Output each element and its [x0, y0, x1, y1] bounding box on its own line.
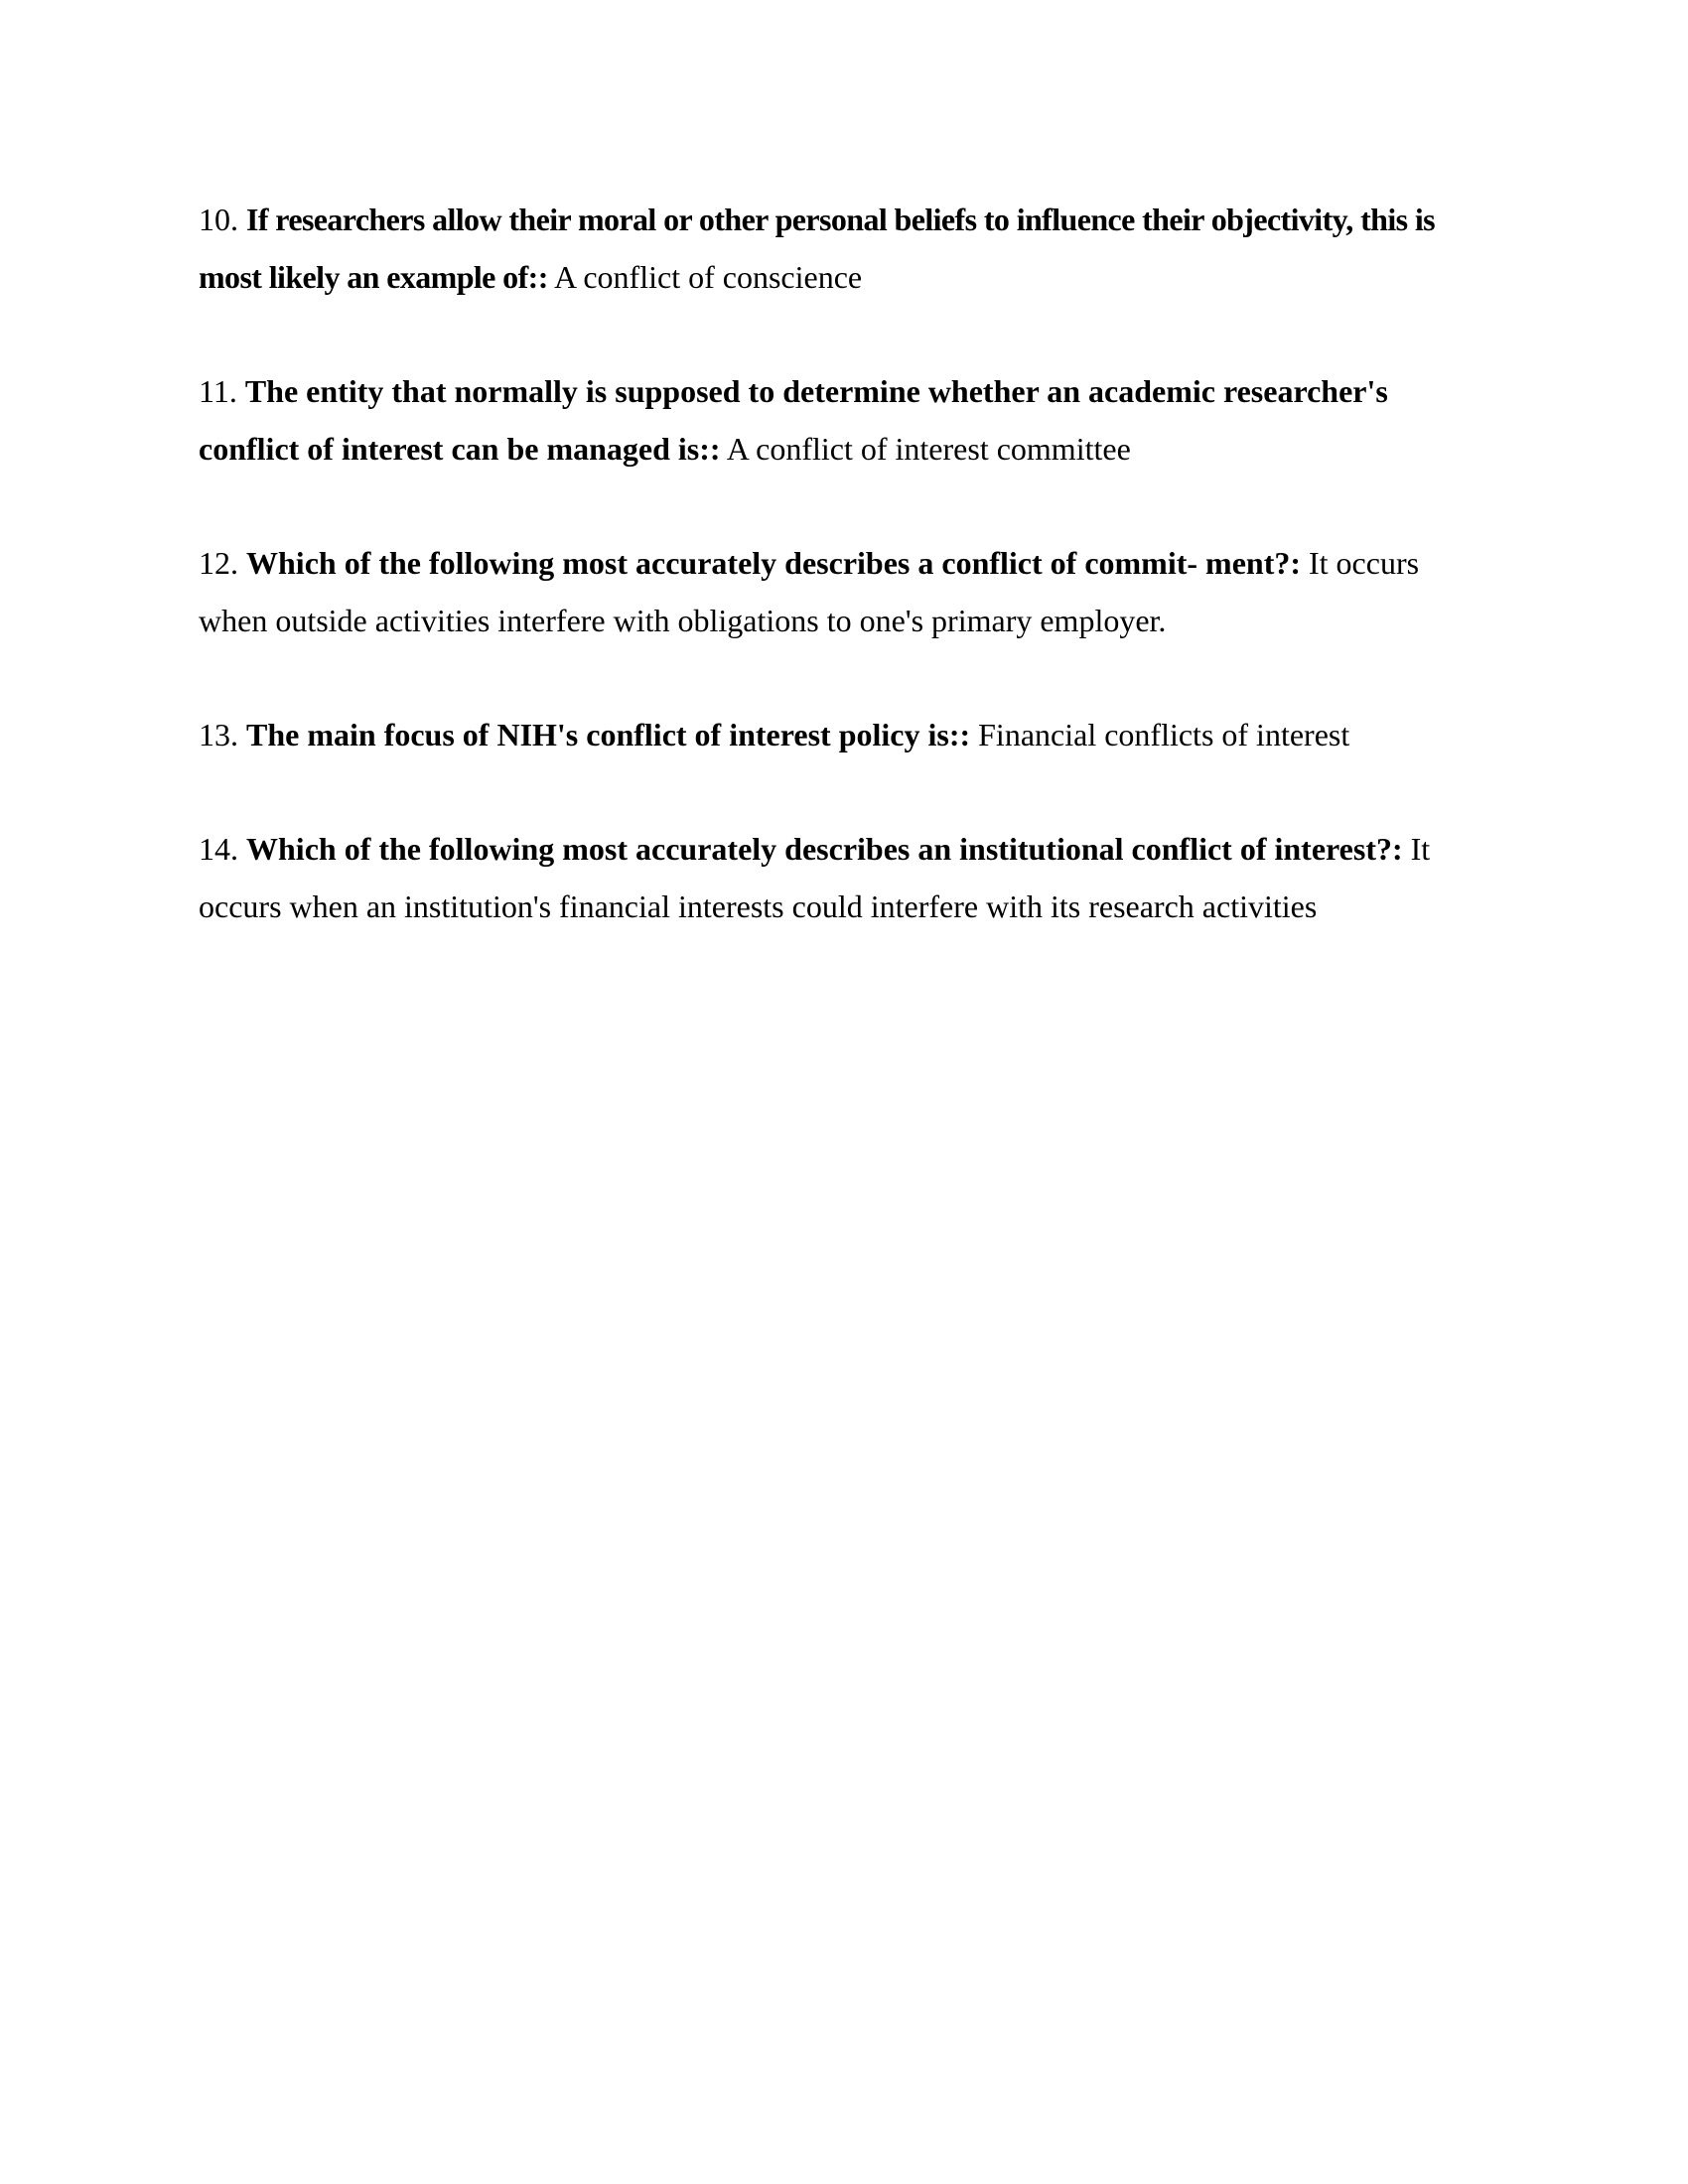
qa-item-14 [199, 820, 1489, 935]
answer-text: A conflict of conscience [554, 259, 863, 295]
qa-item-13 [199, 706, 1489, 763]
question-text: Which of the following most accurately describes a conflict of commit- ment?: [246, 545, 1301, 581]
question-text: The main focus of NIH's conflict of interest policy is:: [246, 717, 971, 752]
question-number: 13. [199, 717, 238, 752]
question-number: 11. [199, 373, 237, 409]
answer-text: Financial conflicts of interest [978, 717, 1350, 752]
question-number: 10. [199, 202, 238, 237]
qa-item-11 [199, 362, 1489, 478]
question-text: The entity that normally is supposed to determine whether an academic researcher's conflict of interest can be managed is:: [199, 373, 1388, 467]
question-text: If researchers allow their moral or other personal beliefs to influence their objectivity, this is most likely an example of:: [199, 202, 1436, 295]
qa-item-12 [199, 534, 1489, 649]
question-number: 14. [199, 831, 238, 867]
qa-item-10 [199, 191, 1489, 306]
answer-text: A conflict of interest committee [726, 431, 1131, 467]
answer-text: It occurs when an institution's financial interests could interfere with its research activities [199, 831, 1431, 924]
answer-text: It occurs when outside activities interfere with obligations to one's primary employer. [199, 545, 1420, 638]
question-text: Which of the following most accurately describes an institutional conflict of interest?: [246, 831, 1403, 867]
question-answer-list [199, 191, 1489, 992]
question-number: 12. [199, 545, 238, 581]
